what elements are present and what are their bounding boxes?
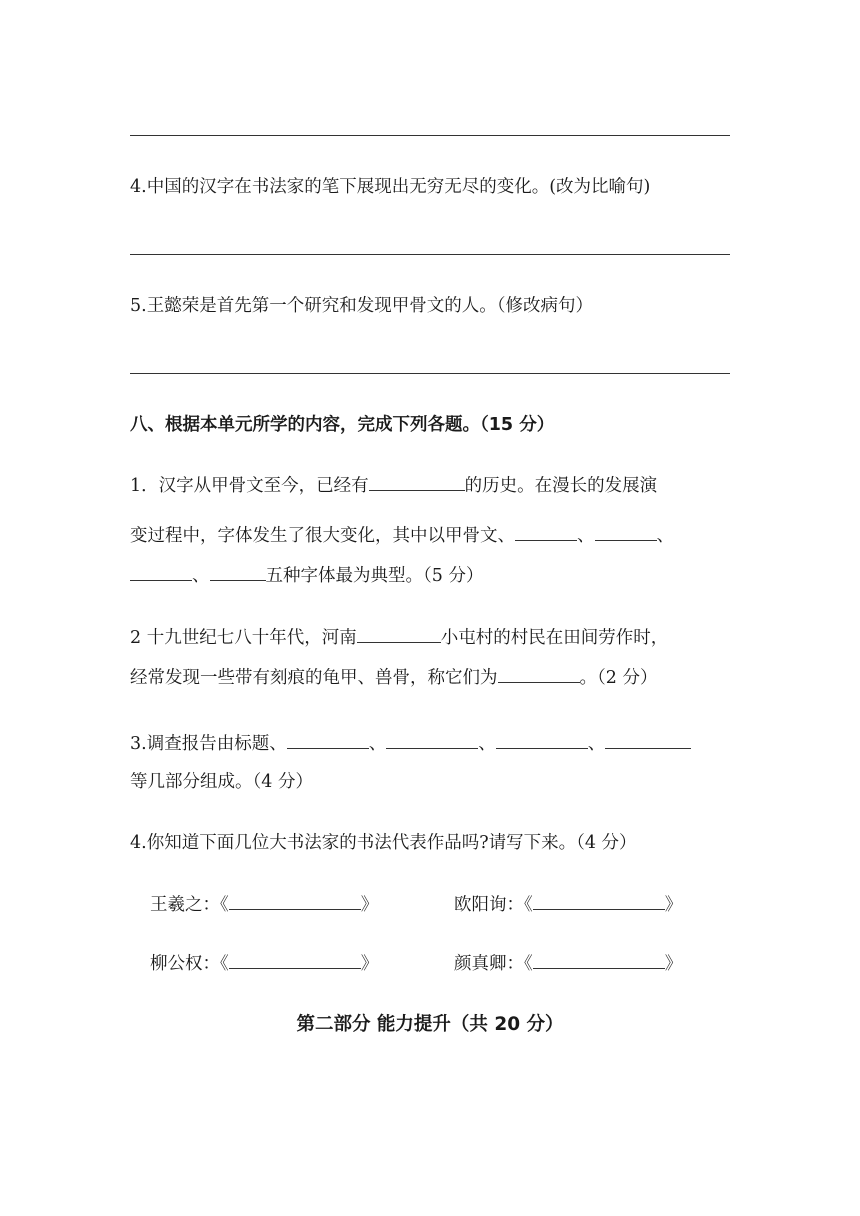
- separator: 、: [577, 526, 595, 546]
- separator: 、: [656, 526, 674, 546]
- s8-q1-text-b: 的历史。在漫长的发展演: [464, 476, 658, 496]
- s8-q2-text-c: 经常发现一些带有刻痕的龟甲、兽骨，称它们为: [130, 668, 498, 688]
- fill-blank[interactable]: [287, 730, 369, 749]
- s8-q2-line2: [130, 664, 740, 690]
- s8-q1-text-c: 变过程中，字体发生了很大变化，其中以甲骨文、: [130, 526, 515, 546]
- fill-blank[interactable]: [386, 730, 478, 749]
- fill-blank[interactable]: [595, 522, 657, 541]
- close-bracket: 》: [664, 954, 683, 974]
- fill-blank[interactable]: [498, 664, 580, 683]
- fill-blank[interactable]: [533, 950, 665, 969]
- calligrapher-ouyang: 欧阳询：《: [454, 895, 533, 915]
- separator: 、: [192, 566, 210, 586]
- question-4: 4.中国的汉字在书法家的笔下展现出无穷无尽的变化。(改为比喻句): [130, 177, 651, 197]
- s8-q2-line1: [130, 624, 740, 650]
- calligrapher-liu: 柳公权：《: [150, 954, 229, 974]
- s8-q1-line1: [130, 472, 740, 498]
- fill-blank[interactable]: [369, 472, 465, 491]
- section-8-title: 八、根据本单元所学的内容，完成下列各题。（15 分）: [130, 415, 555, 435]
- fill-blank[interactable]: [229, 950, 361, 969]
- close-bracket: 》: [360, 895, 379, 915]
- calligrapher-row-2b: [454, 950, 754, 976]
- fill-blank[interactable]: [515, 522, 577, 541]
- s8-q1-text-d: 五种字体最为典型。（5 分）: [265, 566, 484, 586]
- s8-q2-text-b: 小屯村的村民在田间劳作时，: [440, 628, 669, 648]
- s8-q2-text-a: 2 十九世纪七八十年代，河南: [130, 628, 357, 648]
- s8-q1-text-a: 1．汉字从甲骨文至今，已经有: [130, 476, 369, 496]
- fill-blank[interactable]: [533, 891, 665, 910]
- fill-blank[interactable]: [496, 730, 588, 749]
- fill-blank[interactable]: [130, 562, 192, 581]
- s8-q3-line1: [130, 730, 740, 756]
- separator: 、: [368, 734, 387, 754]
- s8-q3-line2: 等几部分组成。（4 分）: [130, 772, 313, 792]
- s8-q2-text-d: 。（2 分）: [579, 668, 658, 688]
- fill-blank[interactable]: [357, 624, 441, 643]
- fill-blank[interactable]: [229, 891, 361, 910]
- fill-blank[interactable]: [210, 562, 266, 581]
- calligrapher-row-1b: [454, 891, 754, 917]
- part-2-title: 第二部分 能力提升（共 20 分）: [296, 1014, 564, 1035]
- answer-line-1: [130, 135, 730, 136]
- s8-q3-text-a: 3.调查报告由标题、: [130, 734, 287, 754]
- calligrapher-wang: 王羲之：《: [150, 895, 229, 915]
- answer-line-2: [130, 254, 730, 255]
- calligrapher-yan: 颜真卿：《: [454, 954, 533, 974]
- separator: 、: [478, 734, 496, 754]
- s8-q1-line3: [130, 562, 740, 588]
- s8-q1-line2: [130, 522, 740, 548]
- close-bracket: 》: [360, 954, 379, 974]
- question-5: 5.王懿荣是首先第一个研究和发现甲骨文的人。（修改病句）: [130, 296, 593, 316]
- fill-blank[interactable]: [605, 730, 691, 749]
- answer-line-3: [130, 373, 730, 374]
- s8-q4-text: 4.你知道下面几位大书法家的书法代表作品吗?请写下来。（4 分）: [130, 833, 637, 853]
- close-bracket: 》: [664, 895, 683, 915]
- separator: 、: [587, 734, 606, 754]
